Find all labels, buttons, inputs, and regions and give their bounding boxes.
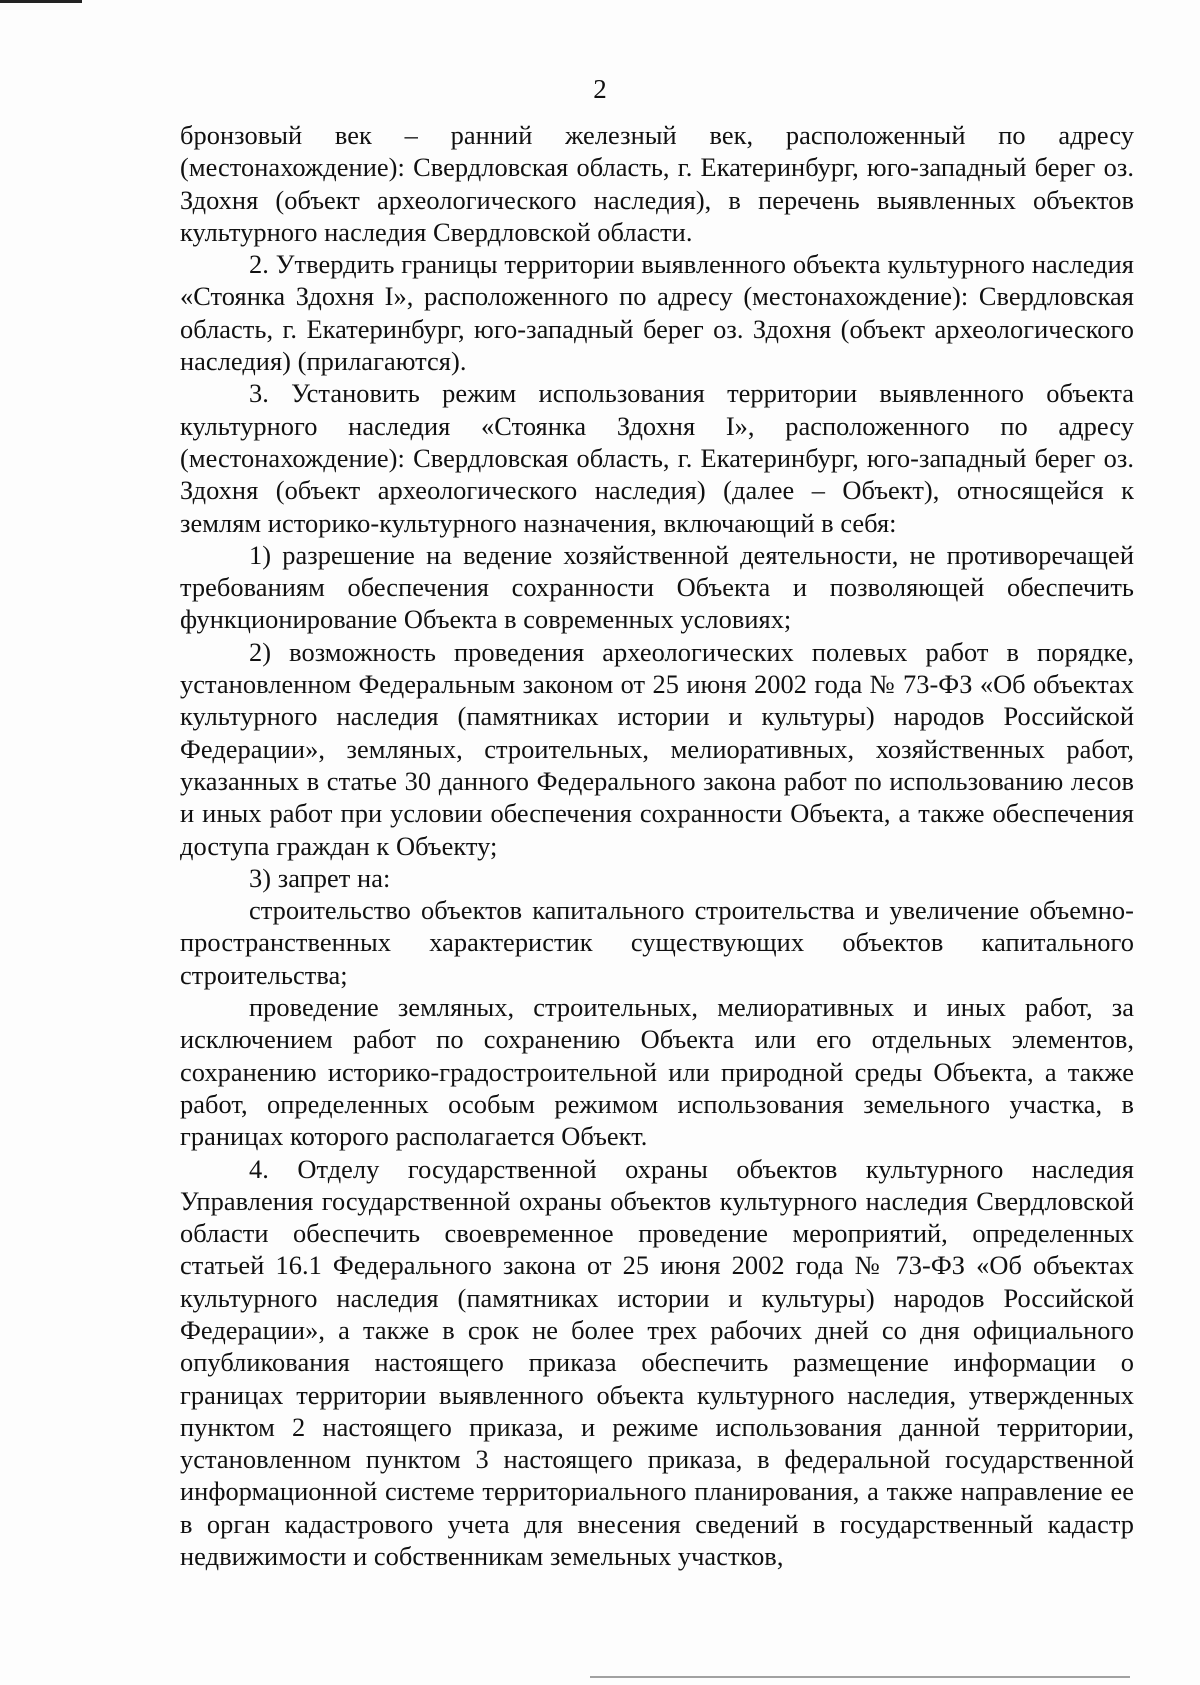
paragraph: 3. Установить режим использования территории выявленного объекта культурного наследия «Стоянка Здохня I», расположенного по адресу (местонахождение): Свердловская область, г. Екатеринбург, юго-западный берег оз. Здохня (объект археологического наследия) (далее – Объект), относящейся к землям историко-культурного назначения, включающий в себя:	[180, 378, 1134, 538]
paragraph: проведение земляных, строительных, мелиоративных и иных работ, за исключением работ по сохранению Объекта или его отдельных элементов, сохранению историко-градостроительной или природной среды Объекта, а также работ, определенных особым режимом использования земельного участка, в границах которого располагается Объект.	[180, 992, 1134, 1152]
paragraph: 3) запрет на:	[249, 862, 391, 893]
paragraph: 4. Отделу государственной охраны объектов культурного наследия Управления государственной охраны объектов культурного наследия Свердловской области обеспечить своевременное проведение мероприятий, определенных статьей 16.1 Федерального закона от 25 июня 2002 года № 73-ФЗ «Об объектах культурного наследия (памятниках истории и культуры) народов Российской Федерации», а также в срок не более трех рабочих дней со дня официального опубликования настоящего приказа обеспечить размещение информации о границах территории выявленного объекта культурного наследия, утвержденных пунктом 2 настоящего приказа, и режиме использования данной территории, установленном пунктом 3 настоящего приказа, в федеральной государственной информационной системе территориального планирования, а также направление ее в орган кадастрового учета для внесения сведений в государственный кадастр недвижимости и собственникам земельных участков,	[180, 1153, 1134, 1572]
scan-corner-mark	[0, 0, 82, 3]
paragraph: 2. Утвердить границы территории выявленного объекта культурного наследия «Стоянка Здохня I», расположенного по адресу (местонахождение): Свердловская область, г. Екатеринбург, юго-западный берег оз. Здохня (объект археологического наследия) (прилагаются).	[180, 249, 1134, 377]
paragraph: бронзовый век – ранний железный век, расположенный по адресу (местонахождение): Свердловская область, г. Екатеринбург, юго-западный берег оз. Здохня (объект археологического наследия), в перечень выявленных объектов культурного наследия Свердловской области.	[180, 120, 1134, 247]
page-number: 2	[593, 74, 607, 104]
paragraph: 2) возможность проведения археологических полевых работ в порядке, установленном Федеральным законом от 25 июня 2002 года № 73-ФЗ «Об объектах культурного наследия (памятниках истории и культуры) народов Российской Федерации», земляных, строительных, мелиоративных, хозяйственных работ, указанных в статье 30 данного Федерального закона работ по использованию лесов и иных работ при условии обеспечения сохранности Объекта, а также обеспечения доступа граждан к Объекту;	[180, 636, 1134, 861]
document-body	[180, 119, 1134, 1572]
scan-bottom-rule	[590, 1676, 1130, 1678]
paragraph: строительство объектов капитального строительства и увеличение объемно-пространственных характеристик существующих объектов капитального строительства;	[180, 895, 1134, 990]
paragraph: 1) разрешение на ведение хозяйственной деятельности, не противоречащей требованиям обеспечения сохранности Объекта и позволяющей обеспечить функционирование Объекта в современных условиях;	[180, 539, 1134, 635]
